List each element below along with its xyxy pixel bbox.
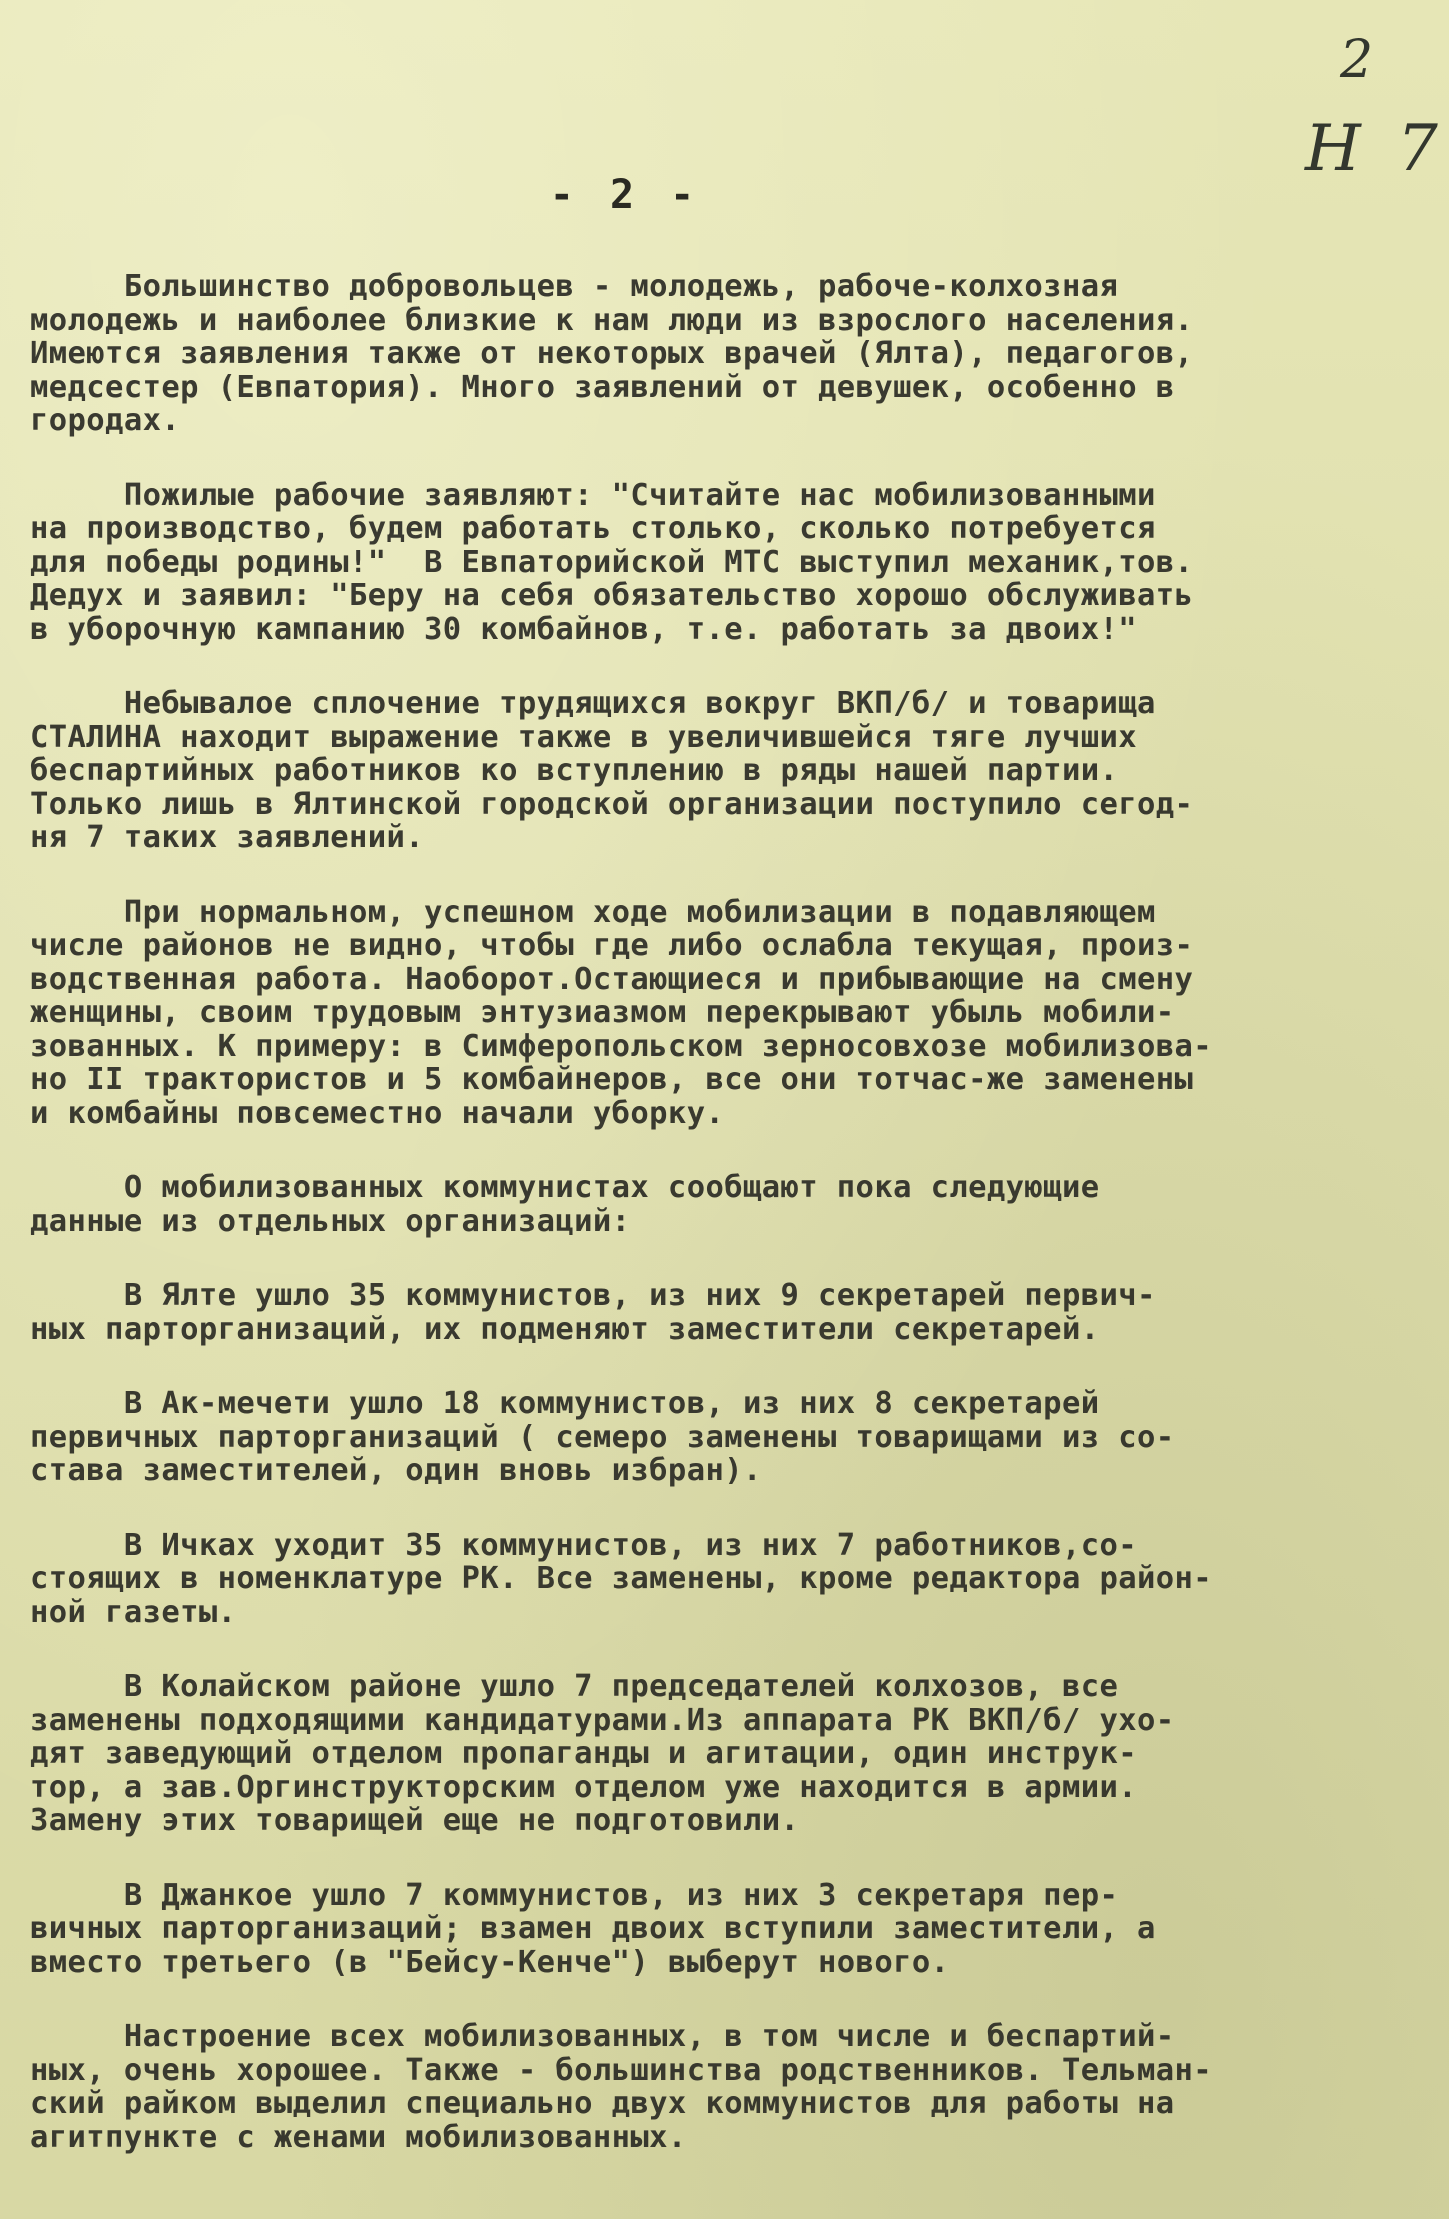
paragraph <box>30 1529 1430 1630</box>
text-line: ский райком выделил специально двух коммунистов для работы на <box>30 2086 1175 2121</box>
text-line: става заместителей, один вновь избран). <box>30 1453 762 1488</box>
text-line: Большинство добровольцев - молодежь, рабоче-колхозная <box>30 269 1119 304</box>
text-line: первичных парторганизаций ( семеро заменены товарищами из со- <box>30 1419 1175 1455</box>
page-number: - 2 - <box>549 172 701 218</box>
document-body <box>30 270 1430 2195</box>
text-line: городах. <box>30 403 181 438</box>
text-line: Дедух и заявил: "Беру на себя обязательство хорошо обслуживать <box>30 578 1194 613</box>
text-line: но II трактористов и 5 комбайнеров, все они тотчас-же заменены <box>30 1062 1194 1097</box>
paragraph <box>30 1171 1430 1238</box>
text-line: агитпункте с женами мобилизованных. <box>30 2119 687 2155</box>
text-line: ной газеты. <box>30 1594 237 1630</box>
text-line: тор, а зав.Оргинструкторским отделом уже находится в армии. <box>30 1769 1137 1805</box>
text-line: В Ак-мечети ушло 18 коммунистов, из них 8 секретарей <box>30 1386 1100 1421</box>
text-line: медсестер (Евпатория). Много заявлений от девушек, особенно в <box>30 369 1175 405</box>
text-line: В Ичках уходит 35 коммунистов, из них 7 работников,со- <box>30 1527 1137 1563</box>
text-line: для победы родины!" В Евпаторийской МТС выступил механик,тов. <box>30 544 1194 580</box>
text-line: В Джанкое ушло 7 коммунистов, из них 3 секретаря пер- <box>30 1877 1119 1913</box>
text-line: зованных. К примеру: в Симферопольском зерносовхозе мобилизова- <box>30 1028 1213 1064</box>
text-line: СТАЛИНА находит выражение также в увеличившейся тяге лучших <box>30 719 1137 755</box>
text-line: В Колайском районе ушло 7 председателей колхозов, все <box>30 1669 1119 1704</box>
text-line: дят заведующий отделом пропаганды и агитации, один инструк- <box>30 1736 1137 1771</box>
text-line: Небывалое сплочение трудящихся вокруг ВКП/б/ и товарища <box>30 686 1156 721</box>
paragraph <box>30 896 1430 1131</box>
paragraph <box>30 479 1430 647</box>
text-line: заменены подходящими кандидатурами.Из аппарата РК ВКП/б/ ухо- <box>30 1702 1175 1738</box>
paragraph <box>30 270 1430 438</box>
text-line: Только лишь в Ялтинской городской организации поступило сегод- <box>30 786 1194 822</box>
text-line: Настроение всех мобилизованных, в том числе и беспартий- <box>30 2019 1175 2054</box>
handwritten-page-mark: 2 <box>1340 30 1374 90</box>
handwritten-reference-mark: Н 7 <box>1305 112 1446 186</box>
paragraph <box>30 2020 1430 2154</box>
text-line: вичных парторганизаций; взамен двоих вступили заместители, а <box>30 1911 1156 1946</box>
text-line: в уборочную кампанию 30 комбайнов, т.е. работать за двоих!" <box>30 611 1137 647</box>
text-line: водственная работа. Наоборот.Остающиеся и прибывающие на смену <box>30 961 1194 997</box>
text-line: и комбайны повсеместно начали уборку. <box>30 1095 725 1131</box>
paragraph <box>30 1279 1430 1346</box>
text-line: женщины, своим трудовым энтузиазмом перекрывают убыль мобили- <box>30 995 1175 1030</box>
paragraph <box>30 1387 1430 1488</box>
text-line: При нормальном, успешном ходе мобилизации в подавляющем <box>30 894 1156 930</box>
text-line: ных, очень хорошее. Также - большинства родственников. Тельман- <box>30 2052 1213 2088</box>
text-line: В Ялте ушло 35 коммунистов, из них 9 секретарей первич- <box>30 1278 1156 1313</box>
paragraph <box>30 1879 1430 1980</box>
text-line: стоящих в номенклатуре РК. Все заменены, кроме редактора район- <box>30 1561 1213 1596</box>
text-line: беспартийных работников ко вступлению в ряды нашей партии. <box>30 753 1119 788</box>
text-line: молодежь и наиболее близкие к нам люди из взрослого населения. <box>30 302 1194 338</box>
text-line: вместо третьего (в "Бейсу-Кенче") выберут нового. <box>30 1944 950 1980</box>
text-line: Пожилые рабочие заявляют: "Считайте нас мобилизованными <box>30 477 1156 513</box>
text-line: О мобилизованных коммунистах сообщают пока следующие <box>30 1170 1100 1205</box>
text-line: данные из отдельных организаций: <box>30 1203 631 1239</box>
text-line: ных парторганизаций, их подменяют заместители секретарей. <box>30 1311 1100 1347</box>
text-line: числе районов не видно, чтобы где либо ослабла текущая, произ- <box>30 928 1194 963</box>
paragraph <box>30 687 1430 855</box>
text-line: ня 7 таких заявлений. <box>30 820 425 855</box>
text-line: Замену этих товарищей еще не подготовили. <box>30 1803 800 1838</box>
paragraph <box>30 1670 1430 1838</box>
text-line: Имеются заявления также от некоторых врачей (Ялта), педагогов, <box>30 336 1194 371</box>
text-line: на производство, будем работать столько, сколько потребуется <box>30 511 1156 546</box>
